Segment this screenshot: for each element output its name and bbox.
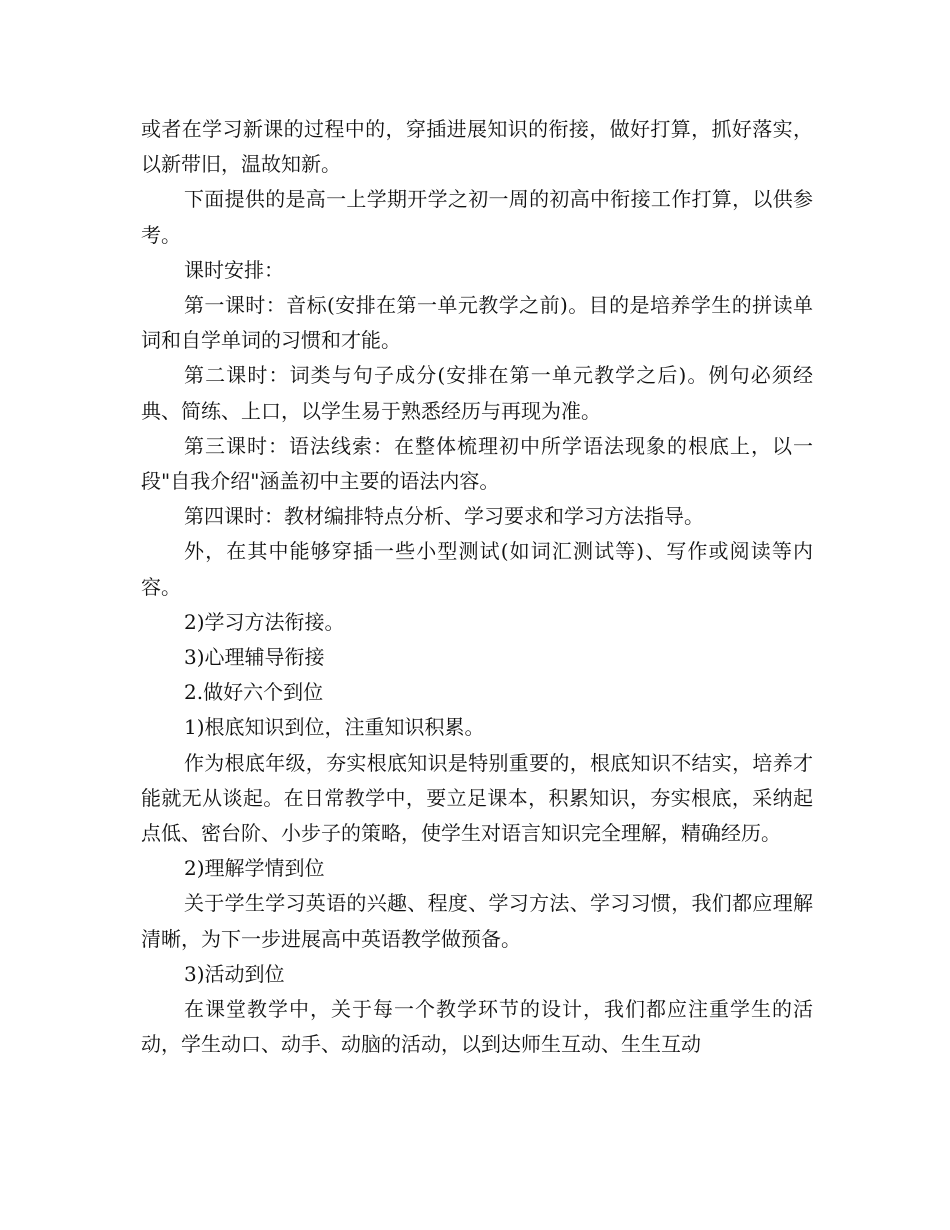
paragraph-1: 下面提供的是高一上学期开学之初一周的初高中衔接工作打算，以供参考。	[141, 187, 813, 247]
document-body	[141, 112, 813, 1062]
paragraph-12: 作为根底年级，夯实根底知识是特别重要的，根底知识不结实，培养才能就无从谈起。在日常教学中，要立足课本，积累知识，夯实根底，采纳起点低、密台阶、小步子的策略，使学生对语言知识完全理解，精确经历。	[141, 750, 813, 846]
paragraph-6: 第四课时：教材编排特点分析、学习要求和学习方法指导。	[184, 504, 704, 529]
paragraph-15: 3)活动到位	[184, 961, 285, 986]
paragraph-5: 第三课时：语法线索：在整体梳理初中所学语法现象的根底上，以一段"自我介绍"涵盖初中主要的语法内容。	[141, 433, 813, 494]
paragraph-11: 1)根底知识到位，注重知识积累。	[184, 715, 485, 740]
paragraph-4: 第二课时：词类与句子成分(安排在第一单元教学之后)。例句必须经典、简练、上口，以学生易于熟悉经历与再现为准。	[141, 363, 813, 423]
paragraph-13: 2)理解学情到位	[184, 856, 325, 881]
paragraph-16: 在课堂教学中，关于每一个教学环节的设计，我们都应注重学生的活动，学生动口、动手、动脑的活动，以到达师生互动、生生互动	[141, 997, 813, 1057]
paragraph-3: 第一课时：音标(安排在第一单元教学之前)。目的是培养学生的拼读单词和自学单词的习惯和才能。	[141, 293, 813, 353]
paragraph-2: 课时安排：	[184, 257, 284, 282]
paragraph-9: 3)心理辅导衔接	[184, 645, 325, 670]
paragraph-0: 或者在学习新课的过程中的，穿插进展知识的衔接，做好打算，抓好落实，以新带旧，温故知新。	[141, 117, 813, 177]
paragraph-8: 2)学习方法衔接。	[184, 609, 345, 634]
paragraph-14: 关于学生学习英语的兴趣、程度、学习方法、学习习惯，我们都应理解清晰，为下一步进展高中英语教学做预备。	[141, 891, 813, 951]
paragraph-10: 2.做好六个到位	[184, 680, 324, 705]
paragraph-7: 外，在其中能够穿插一些小型测试(如词汇测试等)、写作或阅读等内容。	[141, 539, 813, 599]
